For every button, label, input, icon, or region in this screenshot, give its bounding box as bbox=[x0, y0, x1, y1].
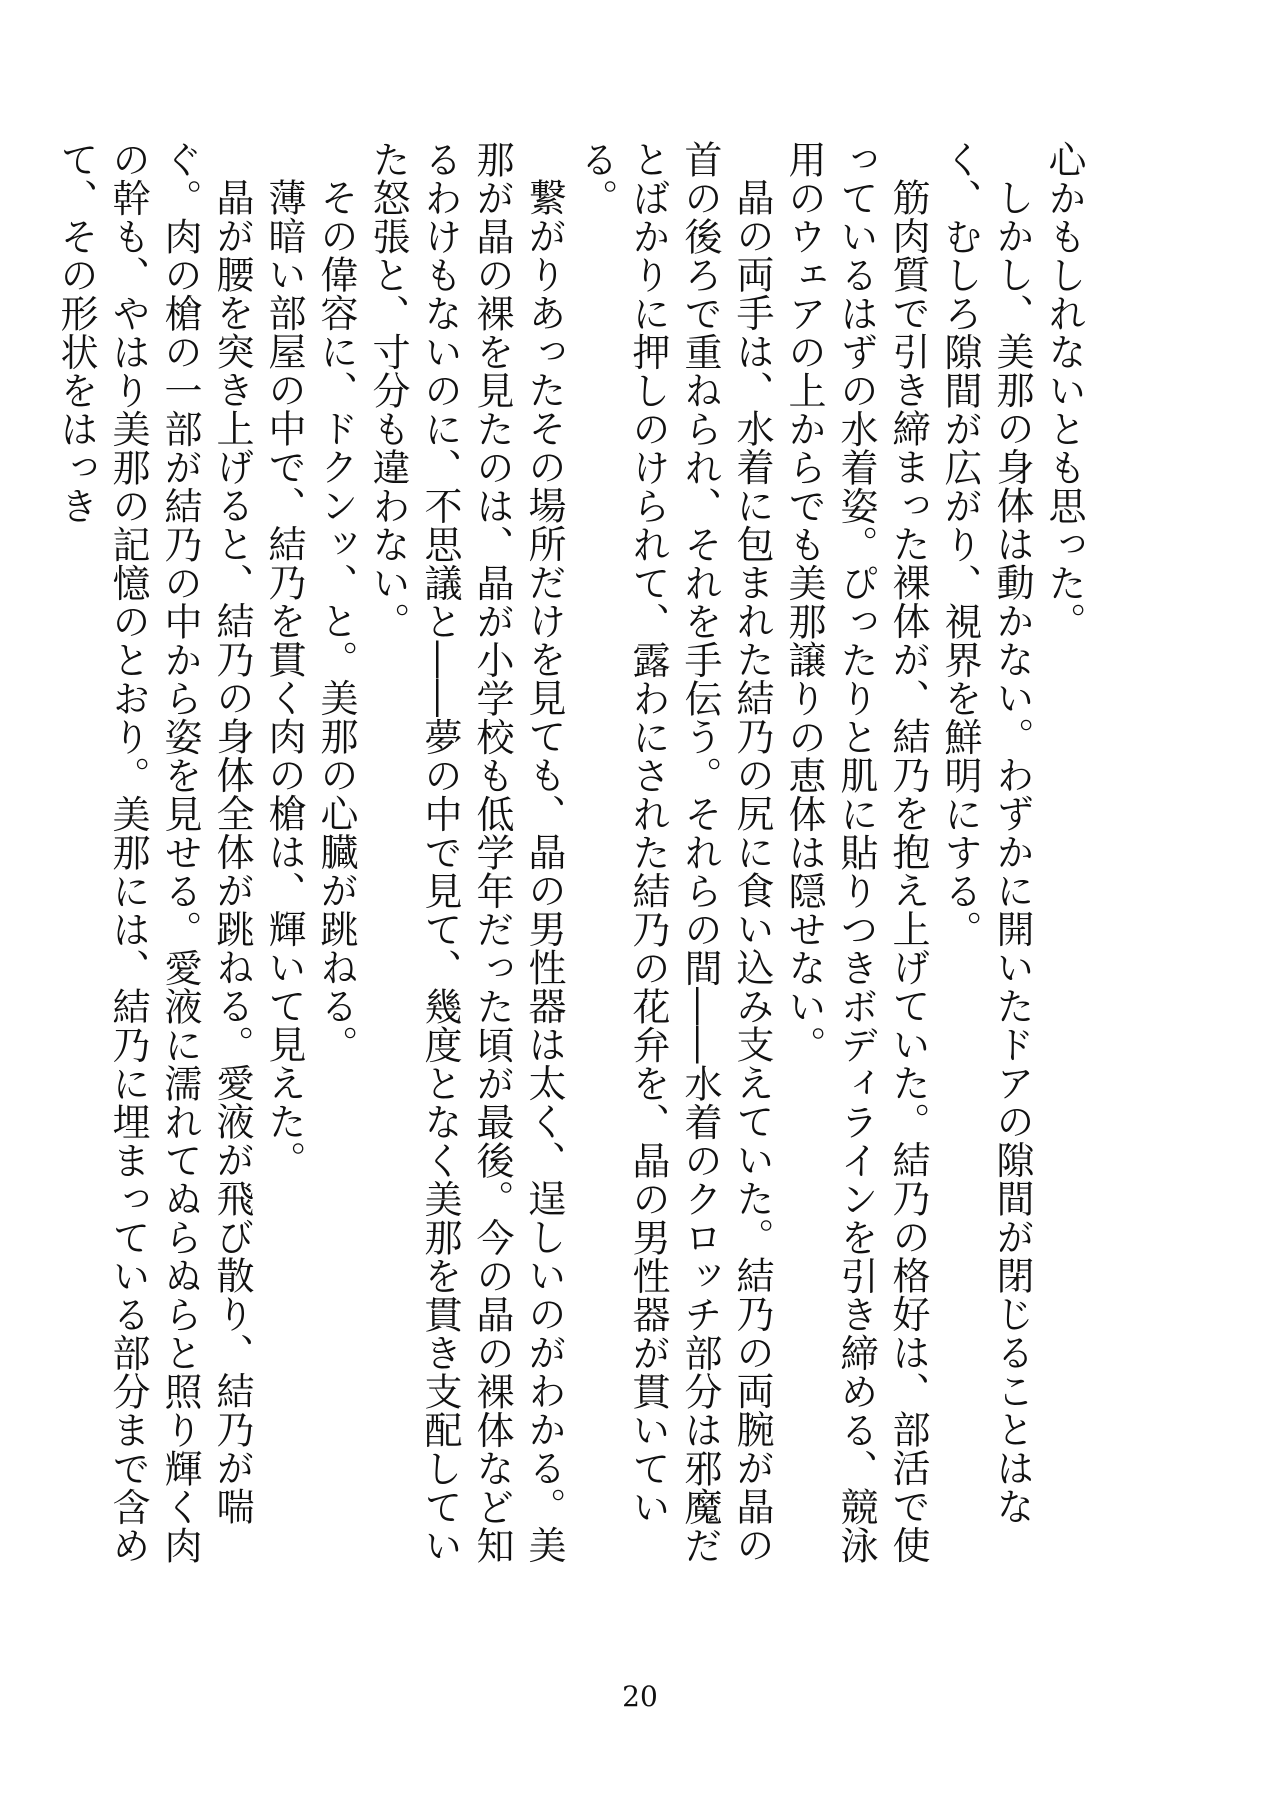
page-number: 20 bbox=[622, 1680, 658, 1713]
paragraph: しかし、美那の身体は動かない。わずかに開いたドアの隙間が閉じることはなく、むしろ隙間が広がり、視界を鮮明にする。 bbox=[938, 140, 1034, 1526]
body-text bbox=[54, 140, 1090, 1580]
paragraph: 心かもしれないとも思った。 bbox=[1042, 140, 1086, 641]
paragraph: その偉容に、ドクンッ、と。美那の心臓が跳ねる。 bbox=[314, 178, 358, 1064]
paragraph: 筋肉質で引き締まった裸体が、結乃を抱え上げていた。結乃の格好は、部活で使っているはずの水着姿。ぴったりと肌に貼りつきボディラインを引き締める、競泳用のウェアの上からでも美那譲りの恵体は隠せない。 bbox=[782, 140, 930, 1565]
paragraph: 繋がりあったその場所だけを見ても、晶の男性器は太く、逞しいのがわかる。美那が晶の裸を見たのは、晶が小学校も低学年だった頃が最後。今の晶の裸体など知るわけもないのに、不思議と――夢の中で見て、幾度となく美那を貫き支配していた怒張と、寸分も違わない。 bbox=[366, 140, 566, 1565]
paragraph: 晶の両手は、水着に包まれた結乃の尻に食い込み支えていた。結乃の両腕が晶の首の後ろで重ねられ、それを手伝う。それらの間――水着のクロッチ部分は邪魔だとばかりに押しのけられて、露わにされた結乃の花弁を、晶の男性器が貫いている。 bbox=[574, 140, 774, 1565]
paragraph: 晶が腰を突き上げると、結乃の身体全体が跳ねる。愛液が飛び散り、結乃が喘ぐ。肉の槍の一部が結乃の中から姿を見せる。愛液に濡れてぬらぬらと照り輝く肉の幹も、やはり美那の記憶のとおり。美那には、結乃に埋まっている部分まで含めて、その形状をはっき bbox=[54, 140, 254, 1565]
paragraph: 薄暗い部屋の中で、結乃を貫く肉の槍は、輝いて見えた。 bbox=[262, 178, 306, 1179]
